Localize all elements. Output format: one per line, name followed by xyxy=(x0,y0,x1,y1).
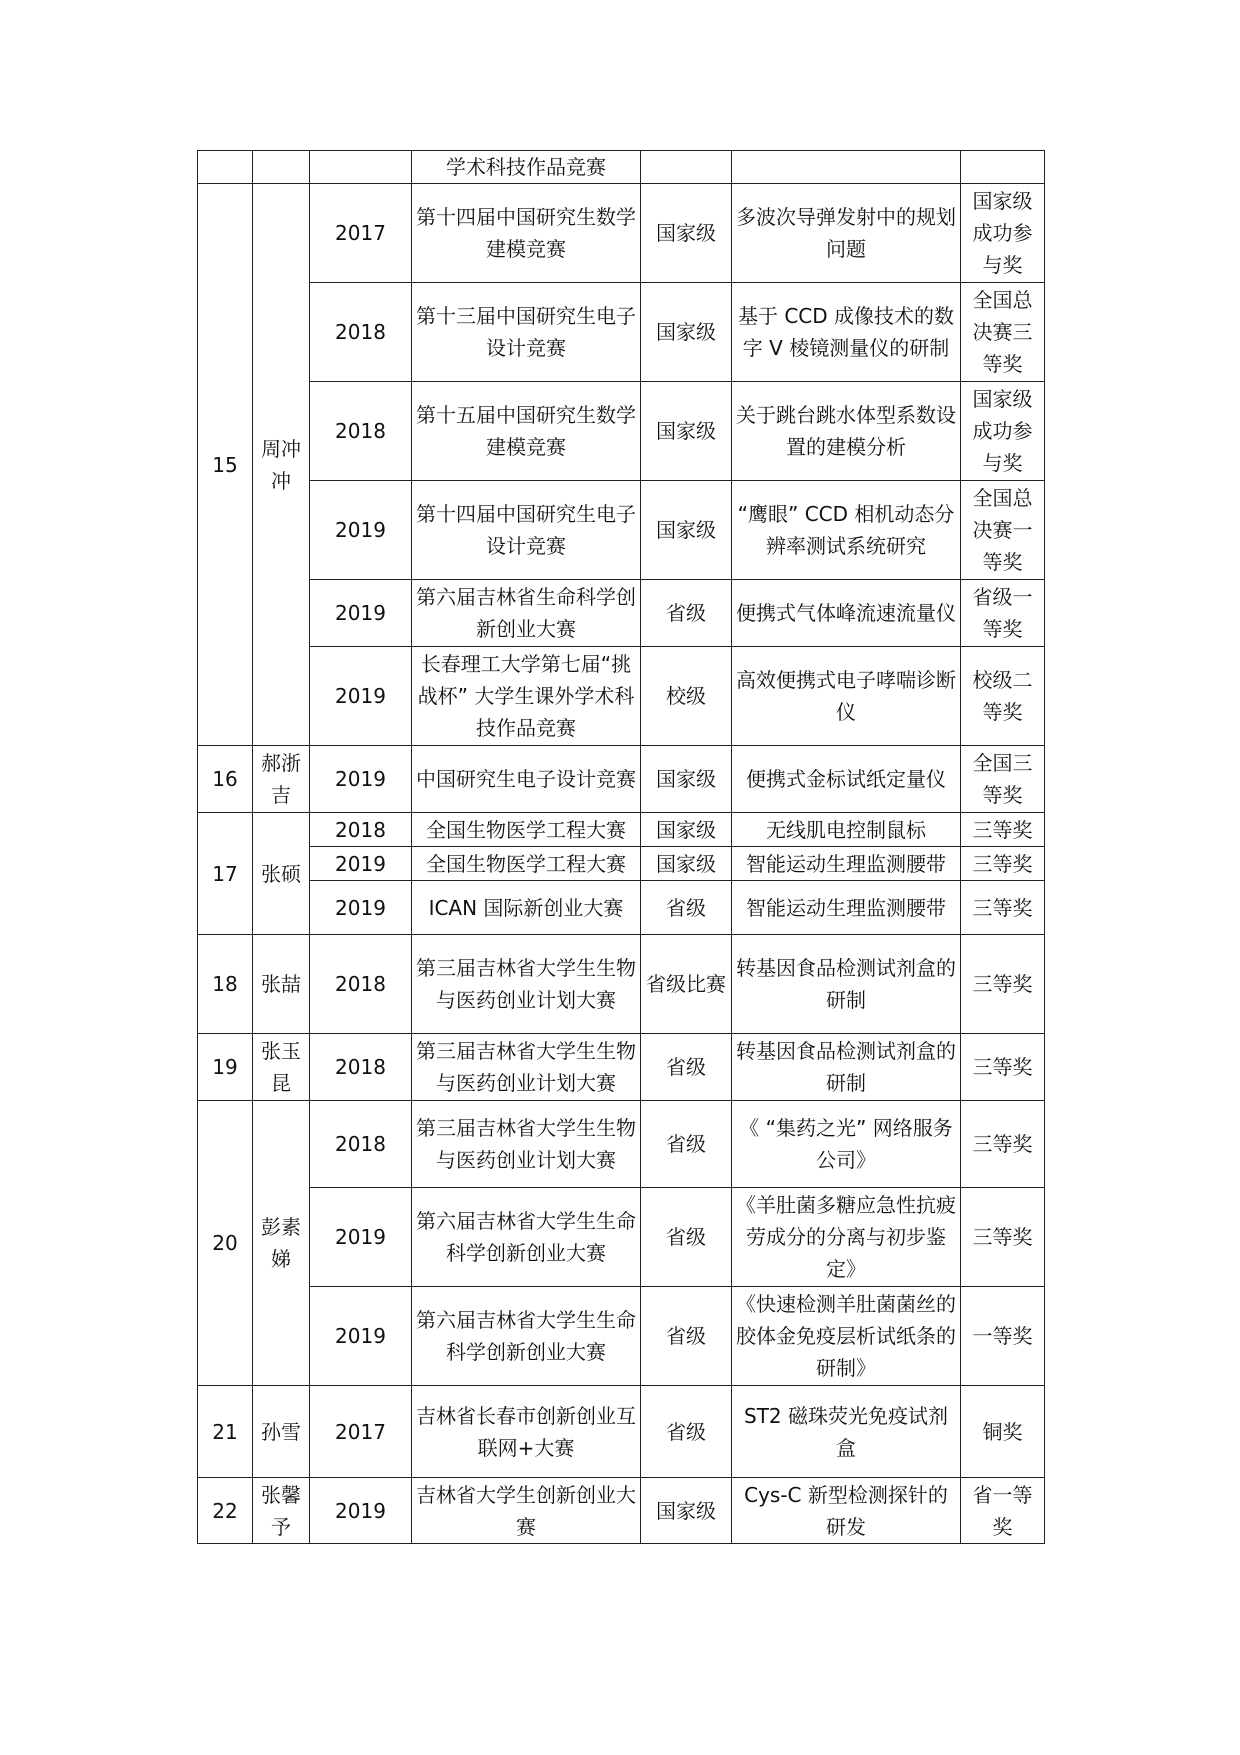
cell-index: 15 xyxy=(198,184,253,746)
cell-competition: 吉林省大学生创新创业大赛 xyxy=(412,1478,641,1544)
cell-index: 18 xyxy=(198,935,253,1034)
table-row xyxy=(198,283,1045,382)
cell-level: 省级 xyxy=(641,1386,732,1478)
cell-project: 便携式金标试纸定量仪 xyxy=(732,746,961,813)
cell-level: 国家级 xyxy=(641,184,732,283)
cell-award: 校级二等奖 xyxy=(961,647,1045,746)
cell-level xyxy=(641,151,732,184)
table-row xyxy=(198,1287,1045,1386)
cell-year: 2019 xyxy=(310,1478,412,1544)
cell-project: 无线肌电控制鼠标 xyxy=(732,813,961,847)
cell-project: 转基因食品检测试剂盒的研制 xyxy=(732,1034,961,1101)
cell-year: 2018 xyxy=(310,813,412,847)
cell-index xyxy=(198,151,253,184)
cell-index: 22 xyxy=(198,1478,253,1544)
cell-level: 国家级 xyxy=(641,1478,732,1544)
table-row xyxy=(198,184,1045,283)
cell-project: 《 “集药之光” 网络服务公司》 xyxy=(732,1101,961,1188)
cell-year: 2019 xyxy=(310,647,412,746)
cell-project: 基于 CCD 成像技术的数字 V 棱镜测量仪的研制 xyxy=(732,283,961,382)
cell-competition: 第十四届中国研究生电子设计竞赛 xyxy=(412,481,641,580)
cell-year: 2018 xyxy=(310,935,412,1034)
table-row xyxy=(198,1034,1045,1101)
cell-level: 国家级 xyxy=(641,283,732,382)
cell-name: 张喆 xyxy=(253,935,310,1034)
cell-competition: 第十五届中国研究生数学建模竞赛 xyxy=(412,382,641,481)
cell-project: 智能运动生理监测腰带 xyxy=(732,847,961,881)
cell-level: 国家级 xyxy=(641,746,732,813)
cell-level: 校级 xyxy=(641,647,732,746)
cell-competition: 吉林省长春市创新创业互联网+大赛 xyxy=(412,1386,641,1478)
cell-project: ST2 磁珠荧光免疫试剂盒 xyxy=(732,1386,961,1478)
cell-year: 2019 xyxy=(310,881,412,935)
cell-name: 孙雪 xyxy=(253,1386,310,1478)
cell-level: 省级 xyxy=(641,580,732,647)
cell-award: 铜奖 xyxy=(961,1386,1045,1478)
cell-competition: 第三届吉林省大学生生物与医药创业计划大赛 xyxy=(412,935,641,1034)
cell-level: 国家级 xyxy=(641,481,732,580)
cell-level: 省级 xyxy=(641,881,732,935)
cell-competition: 学术科技作品竞赛 xyxy=(412,151,641,184)
cell-name: 周冲冲 xyxy=(253,184,310,746)
cell-year xyxy=(310,151,412,184)
awards-table-body xyxy=(198,151,1045,1544)
awards-table xyxy=(197,150,1045,1544)
cell-competition: 全国生物医学工程大赛 xyxy=(412,847,641,881)
cell-award: 全国总决赛三等奖 xyxy=(961,283,1045,382)
cell-competition: 全国生物医学工程大赛 xyxy=(412,813,641,847)
cell-name: 彭素娣 xyxy=(253,1101,310,1386)
cell-year: 2019 xyxy=(310,1287,412,1386)
cell-name: 张硕 xyxy=(253,813,310,935)
cell-competition: 第六届吉林省生命科学创新创业大赛 xyxy=(412,580,641,647)
cell-award: 国家级成功参与奖 xyxy=(961,382,1045,481)
cell-award: 省一等奖 xyxy=(961,1478,1045,1544)
cell-award: 国家级成功参与奖 xyxy=(961,184,1045,283)
cell-name xyxy=(253,151,310,184)
cell-year: 2018 xyxy=(310,1034,412,1101)
cell-year: 2019 xyxy=(310,847,412,881)
cell-year: 2017 xyxy=(310,1386,412,1478)
table-row xyxy=(198,746,1045,813)
cell-level: 国家级 xyxy=(641,382,732,481)
cell-award: 三等奖 xyxy=(961,1188,1045,1287)
cell-project: “鹰眼” CCD 相机动态分辨率测试系统研究 xyxy=(732,481,961,580)
cell-year: 2019 xyxy=(310,580,412,647)
cell-award: 三等奖 xyxy=(961,935,1045,1034)
cell-project: 便携式气体峰流速流量仪 xyxy=(732,580,961,647)
table-row xyxy=(198,1478,1045,1544)
cell-name: 张玉昆 xyxy=(253,1034,310,1101)
cell-year: 2019 xyxy=(310,1188,412,1287)
table-row xyxy=(198,481,1045,580)
cell-competition: 长春理工大学第七届“挑战杯” 大学生课外学术科技作品竞赛 xyxy=(412,647,641,746)
cell-year: 2017 xyxy=(310,184,412,283)
cell-competition: 第三届吉林省大学生生物与医药创业计划大赛 xyxy=(412,1034,641,1101)
cell-competition: 第十三届中国研究生电子设计竞赛 xyxy=(412,283,641,382)
table-row xyxy=(198,1188,1045,1287)
cell-award: 全国总决赛一等奖 xyxy=(961,481,1045,580)
cell-level: 国家级 xyxy=(641,847,732,881)
cell-project: 多波次导弹发射中的规划问题 xyxy=(732,184,961,283)
table-row xyxy=(198,1101,1045,1188)
cell-level: 省级 xyxy=(641,1188,732,1287)
cell-award: 三等奖 xyxy=(961,1101,1045,1188)
cell-year: 2018 xyxy=(310,283,412,382)
cell-year: 2018 xyxy=(310,382,412,481)
cell-index: 20 xyxy=(198,1101,253,1386)
table-row xyxy=(198,935,1045,1034)
cell-award xyxy=(961,151,1045,184)
cell-name: 张馨予 xyxy=(253,1478,310,1544)
cell-competition: 第十四届中国研究生数学建模竞赛 xyxy=(412,184,641,283)
cell-index: 17 xyxy=(198,813,253,935)
table-row xyxy=(198,847,1045,881)
cell-level: 省级 xyxy=(641,1034,732,1101)
cell-award: 三等奖 xyxy=(961,813,1045,847)
cell-award: 三等奖 xyxy=(961,1034,1045,1101)
cell-index: 19 xyxy=(198,1034,253,1101)
table-row xyxy=(198,881,1045,935)
cell-award: 全国三等奖 xyxy=(961,746,1045,813)
cell-project: 关于跳台跳水体型系数设置的建模分析 xyxy=(732,382,961,481)
table-row xyxy=(198,151,1045,184)
cell-year: 2018 xyxy=(310,1101,412,1188)
cell-year: 2019 xyxy=(310,746,412,813)
cell-project: 高效便携式电子哮喘诊断仪 xyxy=(732,647,961,746)
cell-project: 转基因食品检测试剂盒的研制 xyxy=(732,935,961,1034)
table-row xyxy=(198,382,1045,481)
table-row xyxy=(198,1386,1045,1478)
cell-award: 三等奖 xyxy=(961,881,1045,935)
cell-project xyxy=(732,151,961,184)
cell-level: 省级 xyxy=(641,1101,732,1188)
cell-project: 《羊肚菌多糖应急性抗疲劳成分的分离与初步鉴定》 xyxy=(732,1188,961,1287)
table-row xyxy=(198,580,1045,647)
cell-name: 郝浙吉 xyxy=(253,746,310,813)
table-row xyxy=(198,647,1045,746)
cell-competition: 中国研究生电子设计竞赛 xyxy=(412,746,641,813)
cell-award: 省级一等奖 xyxy=(961,580,1045,647)
cell-project: 《快速检测羊肚菌菌丝的胶体金免疫层析试纸条的研制》 xyxy=(732,1287,961,1386)
cell-project: 智能运动生理监测腰带 xyxy=(732,881,961,935)
cell-index: 16 xyxy=(198,746,253,813)
cell-competition: 第六届吉林省大学生生命科学创新创业大赛 xyxy=(412,1188,641,1287)
cell-project: Cys-C 新型检测探针的研发 xyxy=(732,1478,961,1544)
cell-competition: 第六届吉林省大学生生命科学创新创业大赛 xyxy=(412,1287,641,1386)
cell-award: 三等奖 xyxy=(961,847,1045,881)
cell-competition: ICAN 国际新创业大赛 xyxy=(412,881,641,935)
cell-index: 21 xyxy=(198,1386,253,1478)
cell-level: 省级比赛 xyxy=(641,935,732,1034)
cell-competition: 第三届吉林省大学生生物与医药创业计划大赛 xyxy=(412,1101,641,1188)
cell-award: 一等奖 xyxy=(961,1287,1045,1386)
cell-level: 国家级 xyxy=(641,813,732,847)
table-row xyxy=(198,813,1045,847)
cell-year: 2019 xyxy=(310,481,412,580)
cell-level: 省级 xyxy=(641,1287,732,1386)
